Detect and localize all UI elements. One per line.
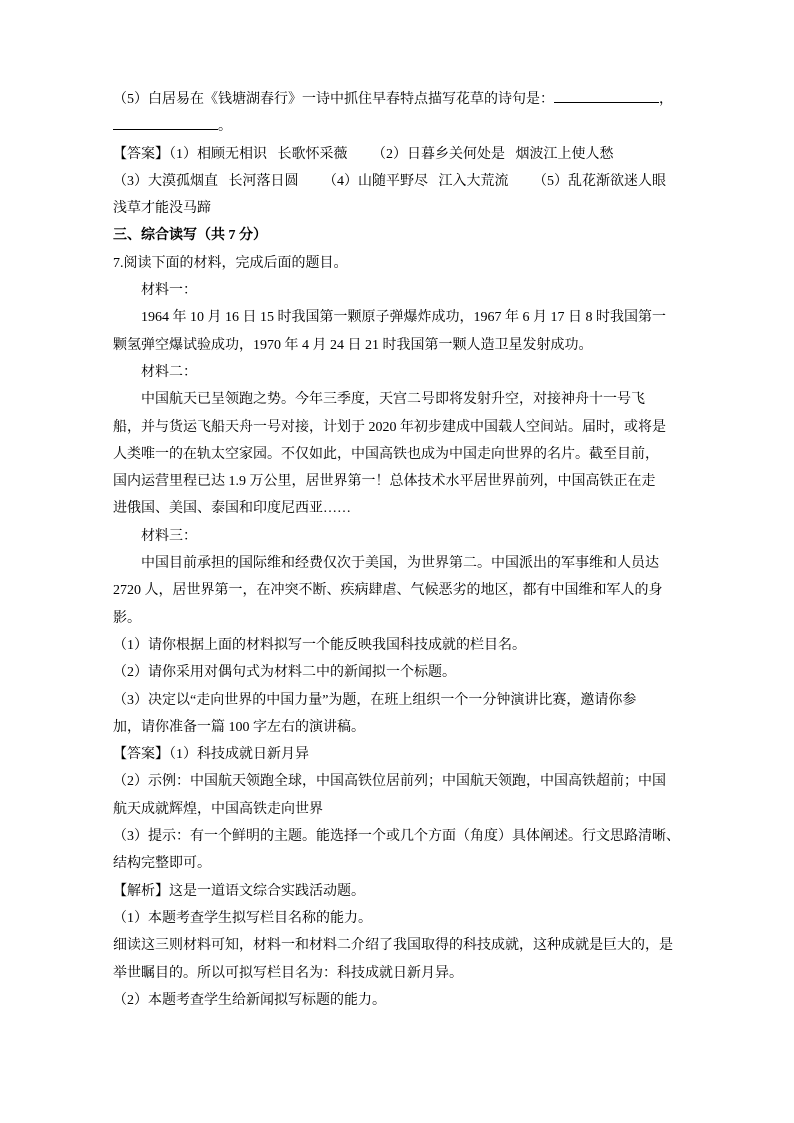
text-run: 2720 人，居世界第一，在冲突不断、疾病肆虐、气候恶劣的地区，都有中国维和军人的身 bbox=[113, 583, 663, 599]
text-run: 【答案】（1）科技成就日新月异 bbox=[113, 747, 309, 763]
text-line bbox=[113, 168, 683, 195]
text-run: 影。 bbox=[113, 610, 141, 626]
text-run: 航天成就辉煌，中国高铁走向世界 bbox=[113, 801, 323, 817]
text-run: （2）示例：中国航天领跑全球，中国高铁位居前列；中国航天领跑，中国高铁超前；中国 bbox=[113, 774, 666, 790]
text-line bbox=[113, 714, 683, 741]
text-line bbox=[113, 304, 683, 331]
text-run: （3）提示：有一个鲜明的主题。能选择一个或几个方面（角度）具体阐述。行文思路清晰、 bbox=[113, 829, 680, 845]
text-line bbox=[113, 250, 683, 277]
text-line bbox=[113, 195, 683, 222]
text-line bbox=[113, 905, 683, 932]
text-run: 。 bbox=[218, 119, 232, 135]
text-line bbox=[113, 878, 683, 905]
text-run: 加，请你准备一篇 100 字左右的演讲稿。 bbox=[113, 719, 365, 735]
text-run: （2）请你采用对偶句式为材料二中的新闻拟一个标题。 bbox=[113, 665, 456, 681]
text-line bbox=[113, 687, 683, 714]
text-line bbox=[113, 523, 683, 550]
text-run: 中国航天已呈领跑之势。今年三季度，天宫二号即将发射升空，对接神舟十一号飞 bbox=[141, 392, 645, 408]
text-run: 进俄国、美国、泰国和印度尼西亚…… bbox=[113, 501, 351, 517]
text-run: 中国目前承担的国际维和经费仅次于美国，为世界第二。中国派出的军事维和人员达 bbox=[141, 556, 659, 572]
text-run: 1964 年 10 月 16 日 15 时我国第一颗原子弹爆炸成功，1967 年 6 月 17 日 8 时我国第一 bbox=[141, 310, 666, 326]
text-run: 浅草才能没马蹄 bbox=[113, 201, 211, 217]
text-run: 举世瞩目的。所以可拟写栏目名为：科技成就日新月异。 bbox=[113, 965, 463, 981]
text-line bbox=[113, 222, 683, 249]
text-line bbox=[113, 741, 683, 768]
text-line bbox=[113, 550, 683, 577]
text-line bbox=[113, 768, 683, 795]
text-line bbox=[113, 332, 683, 359]
text-run: 结构完整即可。 bbox=[113, 856, 211, 872]
text-line bbox=[113, 141, 683, 168]
text-line bbox=[113, 987, 683, 1014]
text-line bbox=[113, 86, 683, 113]
text-run: 材料三： bbox=[141, 528, 197, 544]
text-run: 人类唯一的在轨太空家园。不仅如此，中国高铁也成为中国走向世界的名片。截至目前， bbox=[113, 446, 659, 462]
text-run: （3）决定以“走向世界的中国力量”为题，在班上组织一个一分钟演讲比赛，邀请你参 bbox=[113, 692, 637, 708]
text-run: 材料一： bbox=[141, 283, 197, 299]
text-line bbox=[113, 960, 683, 987]
text-run: 7.阅读下面的材料，完成后面的题目。 bbox=[113, 255, 348, 271]
text-run: ， bbox=[659, 92, 673, 107]
text-run: 【答案】（1）相顾无相识 长歌怀采薇 （2）日暮乡关何处是 烟波江上使人愁 bbox=[113, 146, 614, 162]
text-run: 材料二： bbox=[141, 364, 197, 380]
text-line bbox=[113, 659, 683, 686]
text-run: 颗氢弹空爆试验成功，1970 年 4 月 24 日 21 时我国第一颗人造卫星发射成功。 bbox=[113, 337, 593, 353]
text-line bbox=[113, 386, 683, 413]
text-run: 船，并与货运飞船天舟一号对接，计划于 2020 年初步建成中国载人空间站。届时，或将是 bbox=[113, 419, 666, 435]
answer-blank-line bbox=[113, 116, 218, 130]
text-line bbox=[113, 468, 683, 495]
text-line bbox=[113, 932, 683, 959]
text-line bbox=[113, 113, 683, 140]
text-run: 三、综合读写（共 7 分） bbox=[113, 228, 267, 244]
text-line bbox=[113, 577, 683, 604]
document-content bbox=[113, 86, 683, 1014]
text-line bbox=[113, 441, 683, 468]
text-run: （1）本题考查学生拟写栏目名称的能力。 bbox=[113, 910, 372, 926]
text-run: 细读这三则材料可知，材料一和材料二介绍了我国取得的科技成就，这种成就是巨大的，是 bbox=[113, 938, 673, 954]
text-line bbox=[113, 823, 683, 850]
text-run: （5）白居易在《钱塘湖春行》一诗中抓住早春特点描写花草的诗句是： bbox=[113, 92, 554, 107]
text-line bbox=[113, 605, 683, 632]
text-run: （1）请你根据上面的材料拟写一个能反映我国科技成就的栏目名。 bbox=[113, 637, 526, 653]
text-run: （3）大漠孤烟直 长河落日圆 （4）山随平野尽 江入大荒流 （5）乱花渐欲迷人眼 bbox=[113, 173, 666, 189]
text-line bbox=[113, 495, 683, 522]
text-line bbox=[113, 277, 683, 304]
text-line bbox=[113, 796, 683, 823]
text-line bbox=[113, 850, 683, 877]
text-line bbox=[113, 359, 683, 386]
text-run: 国内运营里程已达 1.9 万公里，居世界第一！总体技术水平居世界前列，中国高铁正在走 bbox=[113, 474, 656, 490]
text-line bbox=[113, 632, 683, 659]
text-run: 【解析】这是一道语文综合实践活动题。 bbox=[113, 883, 365, 899]
text-run: （2）本题考查学生给新闻拟写标题的能力。 bbox=[113, 992, 386, 1008]
answer-blank-line bbox=[554, 89, 659, 103]
text-line bbox=[113, 414, 683, 441]
